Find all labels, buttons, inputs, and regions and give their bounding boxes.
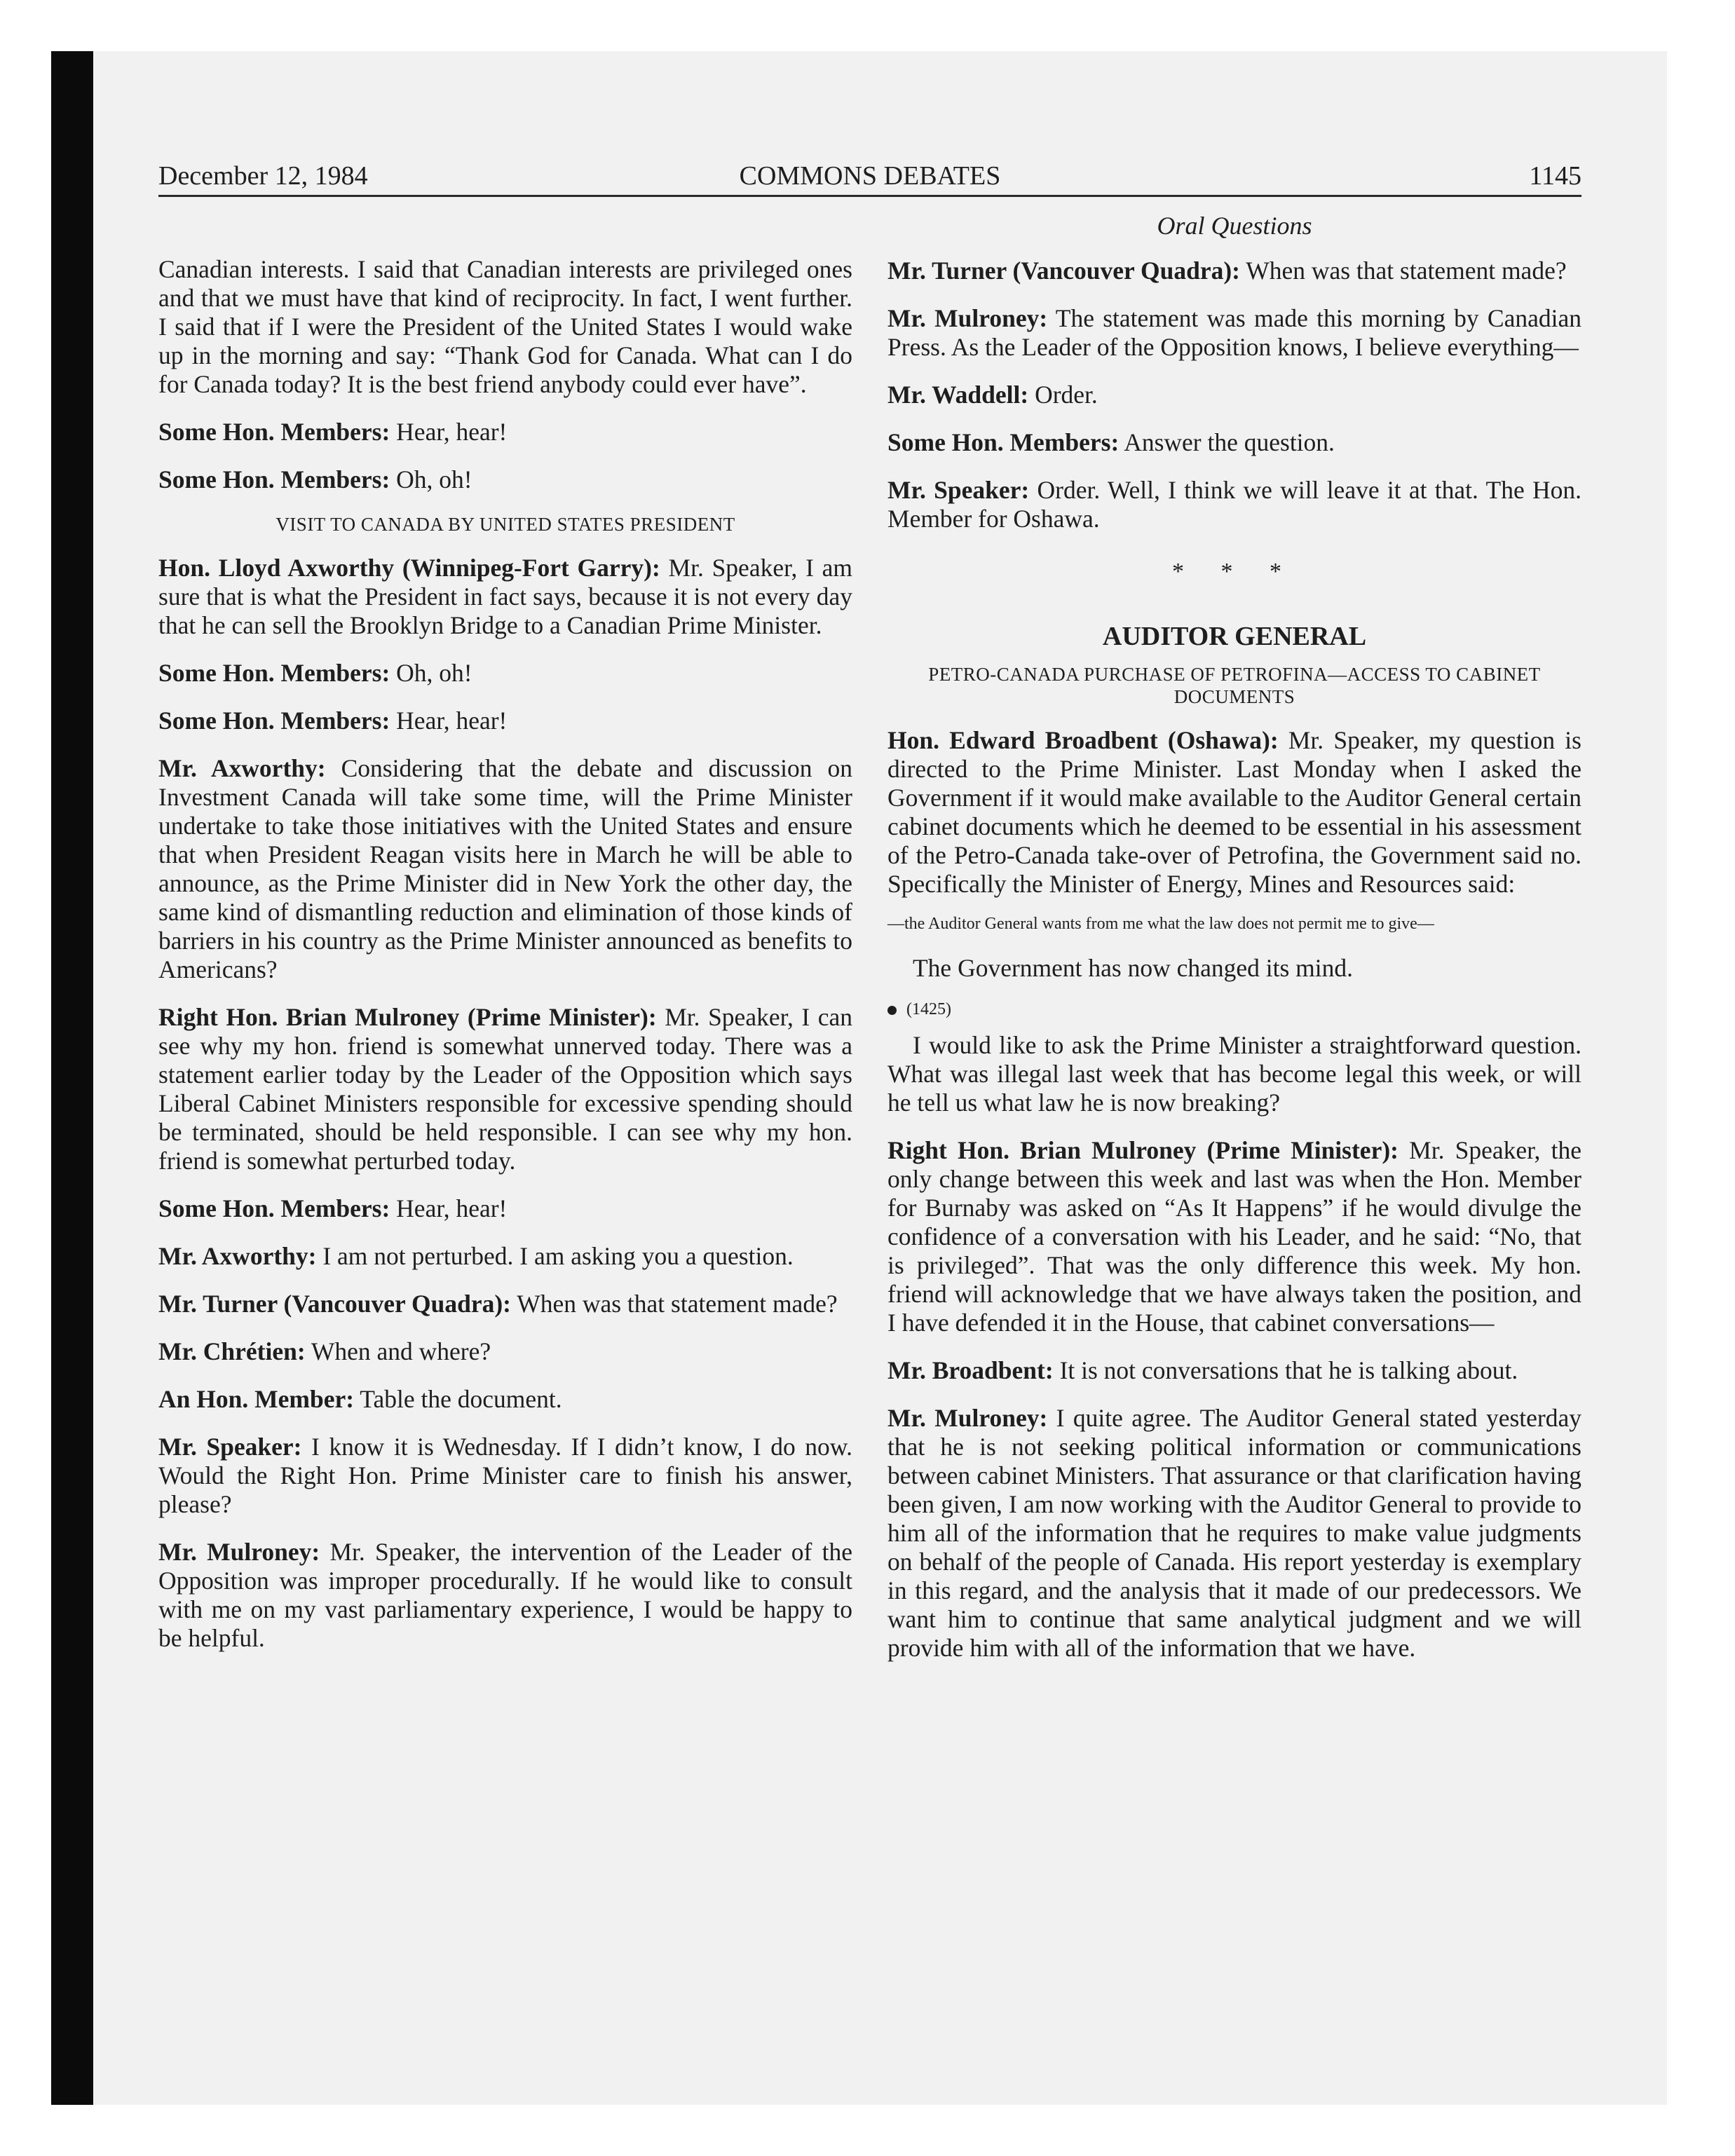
speech-text: Canadian interests. I said that Canadian interests are privileged ones and that we must have that kind of reciprocity. In fact, I went further. I said that if I were the President of the United States I would wake up in the morning and say: “Thank God for Canada. What can I do for Canada today? It is the best friend anybody could ever have”. bbox=[158, 255, 852, 398]
speech-text: I would like to ask the Prime Minister a straightforward question. What was illegal last week that has become legal this week, or will he tell us what law he is now breaking? bbox=[887, 1031, 1581, 1117]
debate-paragraph bbox=[158, 1242, 852, 1271]
debate-paragraph bbox=[158, 754, 852, 984]
speech-text: Mr. Speaker, I can see why my hon. friend is somewhat unnerved today. There was a statement earlier today by the Leader of the Opposition which says Liberal Cabinet Ministers responsible for excessive spending should be terminated, should be held responsible. I can see why my hon. friend is somewhat perturbed today. bbox=[158, 1003, 852, 1175]
header-date: December 12, 1984 bbox=[158, 161, 368, 191]
speech-text: Order. bbox=[1028, 381, 1098, 409]
speaker-name: Mr. Turner (Vancouver Quadra): bbox=[887, 257, 1240, 285]
speech-text: Mr. Speaker, the only change between this week and last was when the Hon. Member for Burnaby was asked on “As It Happens” if he would divulge the confidence of a conversation with his Leader, and he said: “No, that is privileged”. That was the only difference this week. My hon. friend will acknowledge that we have always taken the position, and I have defended it in the House, that cabinet conversations— bbox=[887, 1136, 1581, 1337]
debate-paragraph bbox=[158, 1385, 852, 1414]
debate-paragraph bbox=[887, 304, 1581, 362]
speech-text: The statement was made this morning by Canadian Press. As the Leader of the Opposition knows, I believe everything— bbox=[887, 304, 1581, 361]
right-column bbox=[887, 210, 1581, 1681]
speaker-name: Mr. Chrétien: bbox=[158, 1337, 306, 1365]
debate-paragraph bbox=[158, 1003, 852, 1175]
speaker-name: Mr. Waddell: bbox=[887, 381, 1029, 409]
debate-paragraph bbox=[158, 659, 852, 688]
speaker-name: Some Hon. Members: bbox=[158, 707, 390, 735]
section-subheading: VISIT TO CANADA BY UNITED STATES PRESIDENT bbox=[275, 514, 735, 535]
speech-text: Mr. Speaker, the intervention of the Leader of the Opposition was improper procedurally. If he would like to consult with me on my vast parliamentary experience, I would be happy to be helpful. bbox=[158, 1538, 852, 1652]
speaker-name: Hon. Lloyd Axworthy (Winnipeg-Fort Garry): bbox=[158, 554, 660, 582]
bullet-icon bbox=[887, 1006, 897, 1015]
left-column bbox=[158, 255, 852, 1672]
debate-paragraph bbox=[887, 428, 1581, 457]
speaker-name: Mr. Mulroney: bbox=[887, 1404, 1048, 1432]
time-marker bbox=[887, 999, 1581, 1020]
debate-paragraph bbox=[887, 476, 1581, 533]
speech-text: I am not perturbed. I am asking you a question. bbox=[316, 1242, 794, 1270]
speech-text: Mr. Speaker, I am sure that is what the President in fact says, because it is not every day that he can sell the Brooklyn Bridge to a Canadian Prime Minister. bbox=[158, 554, 852, 639]
debate-paragraph bbox=[158, 1433, 852, 1519]
speech-text: When and where? bbox=[305, 1337, 491, 1365]
speaker-name: Hon. Edward Broadbent (Oshawa): bbox=[887, 726, 1279, 754]
debate-paragraph bbox=[158, 1194, 852, 1223]
header-title: COMMONS DEBATES bbox=[739, 161, 1001, 191]
speech-text: Table the document. bbox=[354, 1385, 562, 1413]
speech-text: I quite agree. The Auditor General stated yesterday that he is not seeking political information or communications between cabinet Ministers. That assurance or that clarification having been given, I am now working with the Auditor General to provide to him all of the information that he requires to make value judgments on behalf of the people of Canada. His report yesterday is exemplary in this regard, and the analysis that it made of our predecessors. We want him to continue that same analytical judgment and we will provide him with all of the information that we have. bbox=[887, 1404, 1581, 1662]
debate-paragraph bbox=[158, 418, 852, 446]
debate-paragraph bbox=[887, 381, 1581, 409]
speech-text: When was that statement made? bbox=[510, 1290, 838, 1318]
debate-paragraph bbox=[158, 465, 852, 494]
speaker-name: Some Hon. Members: bbox=[158, 659, 390, 687]
debate-paragraph bbox=[887, 726, 1581, 899]
speech-text: Hear, hear! bbox=[390, 418, 508, 446]
speaker-name: Right Hon. Brian Mulroney (Prime Minister): bbox=[158, 1003, 657, 1031]
speaker-name: Mr. Broadbent: bbox=[887, 1356, 1054, 1384]
section-subheading: PETRO-CANADA PURCHASE OF PETROFINA—ACCESS TO CABINET DOCUMENTS bbox=[928, 664, 1541, 707]
section-running-title: Oral Questions bbox=[1157, 212, 1312, 240]
debate-paragraph bbox=[887, 1356, 1581, 1385]
debate-paragraph bbox=[887, 954, 1581, 983]
speech-text: Oh, oh! bbox=[390, 465, 472, 493]
speech-text: Answer the question. bbox=[1119, 428, 1335, 456]
header-rule bbox=[158, 195, 1581, 197]
debate-paragraph bbox=[158, 1290, 852, 1318]
debate-paragraph bbox=[887, 1031, 1581, 1117]
speaker-name: Some Hon. Members: bbox=[158, 465, 390, 493]
debate-paragraph bbox=[158, 707, 852, 735]
time-marker-text: (1425) bbox=[906, 1000, 951, 1018]
debate-paragraph bbox=[887, 1136, 1581, 1337]
speaker-name: Mr. Speaker: bbox=[887, 476, 1030, 504]
speech-text: When was that statement made? bbox=[1239, 257, 1567, 285]
debate-paragraph bbox=[158, 1337, 852, 1366]
speech-text: Order. Well, I think we will leave it at that. The Hon. Member for Oshawa. bbox=[887, 476, 1581, 533]
speaker-name: Mr. Speaker: bbox=[158, 1433, 302, 1461]
speaker-name: Some Hon. Members: bbox=[158, 1194, 390, 1222]
speech-text: Oh, oh! bbox=[390, 659, 472, 687]
speech-text: Hear, hear! bbox=[390, 707, 508, 735]
speaker-name: Right Hon. Brian Mulroney (Prime Minister): bbox=[887, 1136, 1399, 1164]
section-separator: * * * bbox=[1172, 559, 1297, 585]
block-quote: —the Auditor General wants from me what the law does not permit me to give— bbox=[887, 915, 1434, 933]
speaker-name: Mr. Mulroney: bbox=[158, 1538, 320, 1566]
speech-text: Mr. Speaker, my question is directed to the Prime Minister. Last Monday when I asked the Government if it would make available to the Auditor General certain cabinet documents which he deemed to be essential in his assessment of the Petro-Canada take-over of Petrofina, the Government said no. Specifically the Minister of Energy, Mines and Resources said: bbox=[887, 726, 1581, 898]
speaker-name: Mr. Mulroney: bbox=[887, 304, 1048, 332]
section-heading: AUDITOR GENERAL bbox=[1102, 622, 1367, 651]
speech-text: Considering that the debate and discussion on Investment Canada will take some time, will the Prime Minister undertake to take those initiatives with the United States and ensure that when President Reagan visits here in March he will be able to announce, as the Prime Minister did in New York the other day, the same kind of dismantling reduction and elimination of those kinds of barriers in his country as the Prime Minister announced as benefits to Americans? bbox=[158, 754, 853, 983]
debate-paragraph bbox=[158, 554, 852, 640]
speech-text: I know it is Wednesday. If I didn’t know, I do now. Would the Right Hon. Prime Minister care to finish his answer, please? bbox=[158, 1433, 853, 1518]
speaker-name: Mr. Axworthy: bbox=[158, 754, 326, 782]
speech-text: It is not conversations that he is talking about. bbox=[1053, 1356, 1518, 1384]
right-column-body bbox=[887, 257, 1581, 1663]
speaker-name: Some Hon. Members: bbox=[158, 418, 390, 446]
running-header bbox=[158, 160, 1581, 192]
speaker-name: Mr. Axworthy: bbox=[158, 1242, 317, 1270]
binding-edge bbox=[51, 51, 93, 2105]
speaker-name: Some Hon. Members: bbox=[887, 428, 1120, 456]
speaker-name: An Hon. Member: bbox=[158, 1385, 355, 1413]
speech-text: Hear, hear! bbox=[390, 1194, 508, 1222]
debate-paragraph bbox=[887, 257, 1581, 285]
page-number: 1145 bbox=[1529, 161, 1581, 191]
speech-text: The Government has now changed its mind. bbox=[913, 954, 1354, 982]
debate-paragraph bbox=[158, 255, 852, 399]
debate-paragraph bbox=[887, 1404, 1581, 1663]
speaker-name: Mr. Turner (Vancouver Quadra): bbox=[158, 1290, 511, 1318]
debate-paragraph bbox=[158, 1538, 852, 1653]
